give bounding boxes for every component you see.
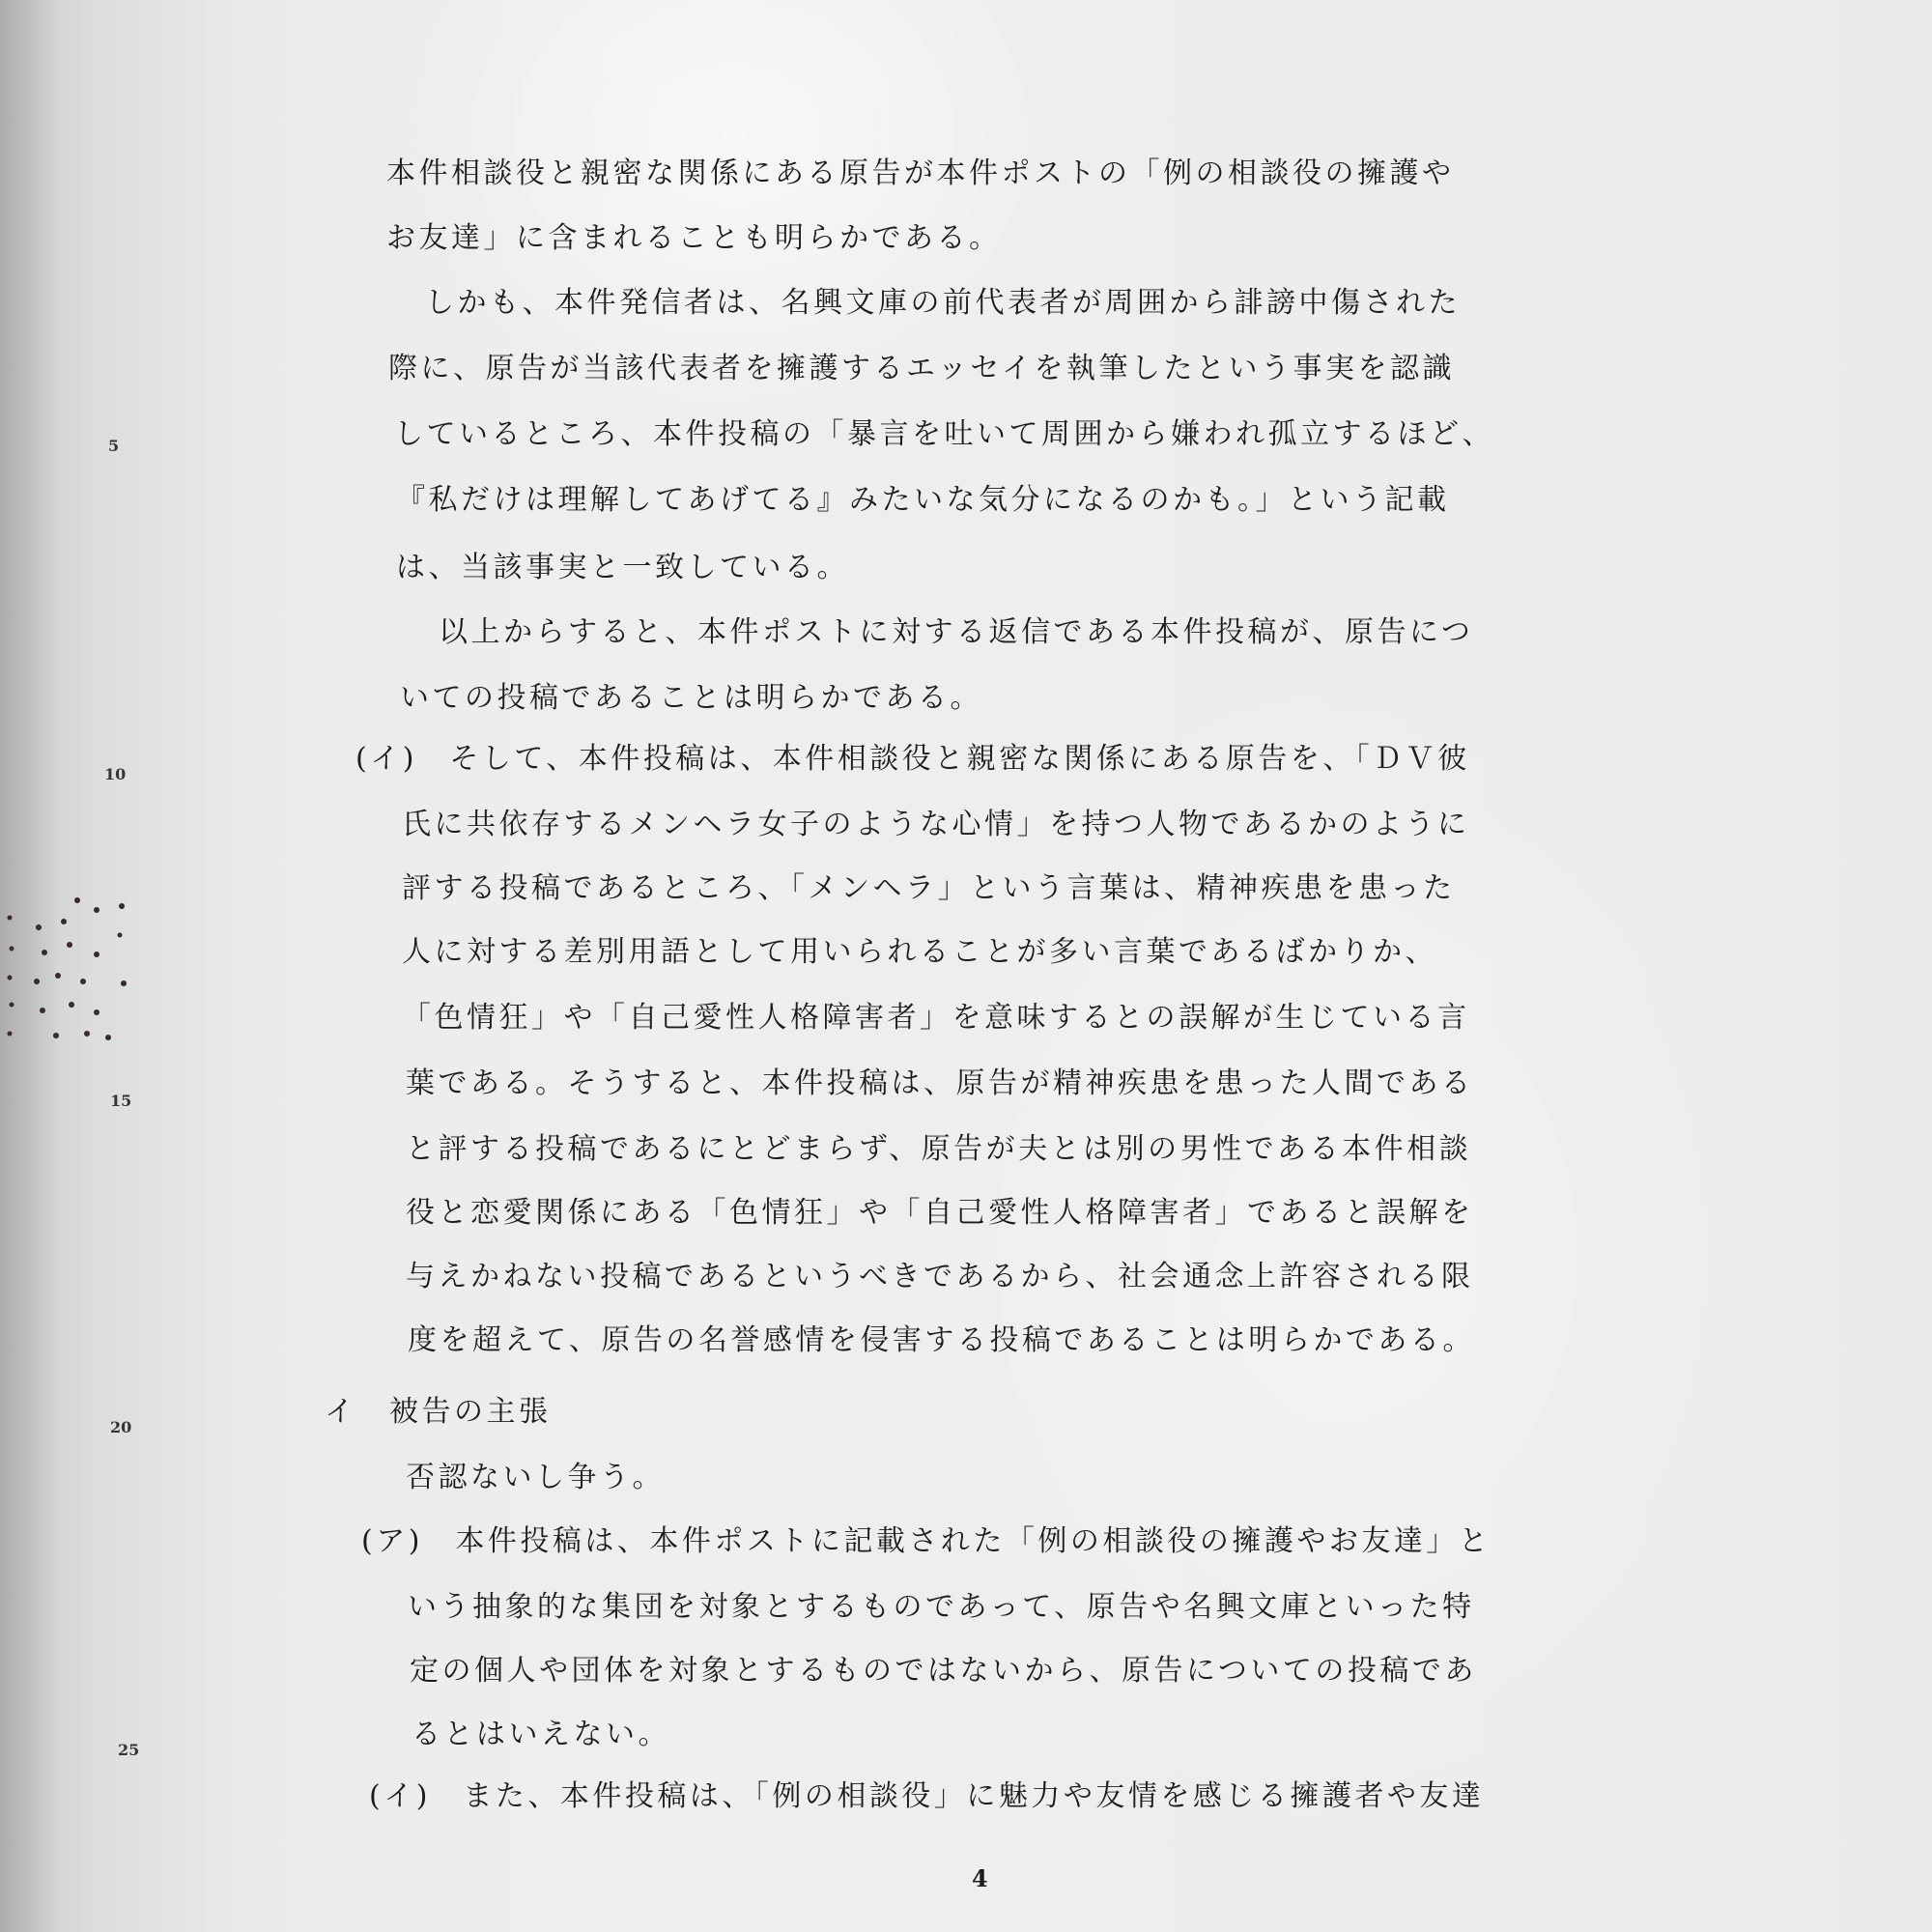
text-line: 否認ないし争う。 (406, 1461, 665, 1494)
text-line: 以上からすると、本件ポストに対する返信である本件投稿が、原告につ (439, 615, 1474, 649)
text-line: いう抽象的な集団を対象とするものであって、原告や名興文庫といった特 (408, 1590, 1475, 1624)
line-number: 10 (104, 765, 127, 783)
text-line: 役と恋愛関係にある「色情狂」や「自己愛性人格障害者」であると誤解を (406, 1196, 1474, 1230)
line-number: 25 (118, 1741, 140, 1759)
text-line: しているところ、本件投稿の「暴言を吐いて周囲から嫌われ孤立するほど、 (394, 417, 1494, 451)
text-line: 評する投稿であるところ、「メンヘラ」という言葉は、精神疾患を患った (402, 871, 1456, 905)
binding-holes-decoration (0, 889, 135, 1063)
line-number: 20 (110, 1418, 132, 1436)
line-number: 5 (108, 437, 120, 455)
text-line: は、当該事実と一致している。 (396, 551, 849, 584)
line-number: 15 (110, 1092, 132, 1110)
text-line: 定の個人や団体を対象とするものではないから、原告についての投稿であ (410, 1654, 1477, 1688)
text-line: 葉である。そうすると、本件投稿は、原告が精神疾患を患った人間である (406, 1066, 1474, 1100)
text-line: いての投稿であることは明らかである。 (400, 681, 982, 715)
text-line: 人に対する差別用語として用いられることが多い言葉であるばかりか、 (402, 935, 1437, 969)
text-line: お友達」に含まれることも明らかである。 (386, 221, 1002, 255)
text-line: るとはいえない。 (412, 1718, 670, 1751)
text-line: 与えかねない投稿であるというべきであるから、社会通念上許容される限 (406, 1260, 1474, 1293)
text-line: (イ) また、本件投稿は、「例の相談役」に魅力や友情を感じる擁護者や友達 (369, 1779, 1485, 1813)
text-line: と評する投稿であるにとどまらず、原告が夫とは別の男性である本件相談 (406, 1132, 1472, 1166)
text-line: しかも、本件発信者は、名興文庫の前代表者が周囲から誹謗中傷された (425, 286, 1461, 320)
text-line: 際に、原告が当該代表者を擁護するエッセイを執筆したという事実を認識 (388, 352, 1455, 385)
text-line: (イ) そして、本件投稿は、本件相談役と親密な関係にある原告を、「ＤＶ彼 (355, 742, 1470, 776)
text-line: 氏に共依存するメンヘラ女子のような心情」を持つ人物であるかのように (402, 808, 1470, 841)
text-line: 「色情狂」や「自己愛性人格障害者」を意味するとの誤解が生じている言 (402, 1001, 1470, 1035)
text-line: 度を超えて、原告の名誉感情を侵害する投稿であることは明らかである。 (408, 1323, 1475, 1357)
text-line: 『私だけは理解してあげてる』みたいな気分になるのかも。」という記載 (396, 483, 1450, 517)
text-line: (ア) 本件投稿は、本件ポストに記載された「例の相談役の擁護やお友達」と (361, 1524, 1492, 1558)
text-line: 本件相談役と親密な関係にある原告が本件ポストの「例の相談役の擁護や (386, 156, 1455, 190)
section-heading: イ 被告の主張 (325, 1395, 552, 1429)
page-number: 4 (972, 1864, 988, 1892)
